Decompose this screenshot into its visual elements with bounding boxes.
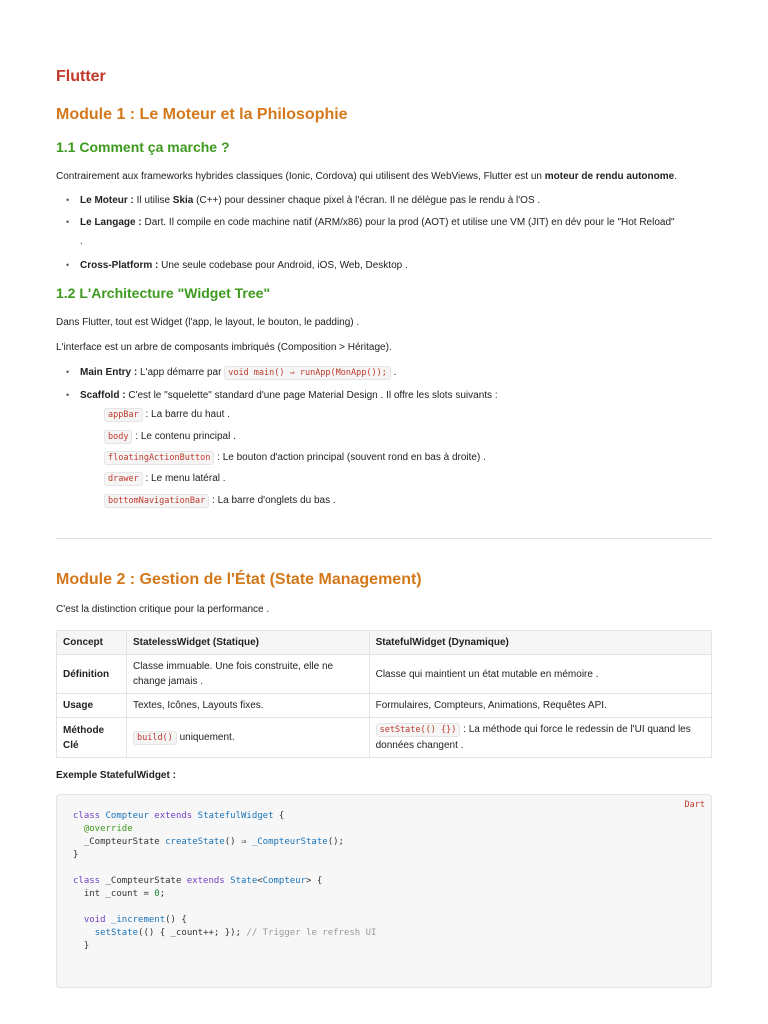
section-1-2-para1: Dans Flutter, tout est Widget (l'app, le layout, le bouton, le padding) . bbox=[56, 317, 360, 328]
bullet-langage-continuation: . bbox=[80, 236, 83, 247]
table-cell: Textes, Icônes, Layouts fixes. bbox=[126, 694, 369, 718]
bullet-langage: • Le Langage : Dart. Il compile en code machine natif (ARM/x86) pour la prod (AOT) et utilise une VM (JIT) en dév pour le "Hot Reload" bbox=[56, 215, 720, 230]
section-divider bbox=[56, 538, 712, 539]
state-comparison-table bbox=[56, 630, 712, 758]
module2-intro: C'est la distinction critique pour la performance . bbox=[56, 604, 270, 615]
slot-body: body : Le contenu principal . bbox=[104, 429, 236, 445]
table-header: Concept bbox=[57, 631, 127, 655]
code-content: class Compteur extends StatefulWidget { @override _CompteurState createState() ⇒ _CompteurState(); } class _CompteurState extends State<Compteur> { int _count = 0; void _increment() { setState(() { _count++; }); // Trigger le refresh UI } bbox=[73, 811, 377, 951]
section-1-2-heading: 1.2 L'Architecture "Widget Tree" bbox=[56, 285, 271, 301]
bullet-cross-platform: • Cross-Platform : Une seule codebase pour Android, iOS, Web, Desktop . bbox=[56, 258, 720, 273]
table-row bbox=[57, 694, 712, 718]
table-cell: Classe qui maintient un état mutable en mémoire . bbox=[369, 655, 711, 694]
table-header: StatefulWidget (Dynamique) bbox=[369, 631, 711, 655]
section-1-1-intro: Contrairement aux frameworks hybrides classiques (Ionic, Cordova) qui utilisent des WebViews, Flutter est un moteur de rendu autonome. bbox=[56, 171, 677, 182]
section-1-1-heading: 1.1 Comment ça marche ? bbox=[56, 139, 230, 155]
example-label: Exemple StatefulWidget : bbox=[56, 770, 176, 781]
table-cell: build() uniquement. bbox=[126, 718, 369, 758]
table-cell: setState(() {}) : La méthode qui force le redessin de l'UI quand les données changent . bbox=[369, 718, 711, 758]
table-header: StatelessWidget (Statique) bbox=[126, 631, 369, 655]
bullet-scaffold: • Scaffold : C'est le "squelette" standard d'une page Material Design . Il offre les slots suivants : bbox=[56, 388, 720, 403]
doc-title: Flutter bbox=[56, 68, 106, 85]
main-code: void main() ⇒ runApp(MonApp()); bbox=[224, 366, 391, 380]
module1-heading: Module 1 : Le Moteur et la Philosophie bbox=[56, 106, 348, 123]
slot-bottom-nav: bottomNavigationBar : La barre d'onglets du bas . bbox=[104, 493, 336, 509]
code-language-label: Dart bbox=[684, 800, 705, 810]
slot-fab: floatingActionButton : Le bouton d'action principal (souvent rond en bas à droite) . bbox=[104, 450, 486, 466]
bullet-moteur: • Le Moteur : Il utilise Skia (C++) pour dessiner chaque pixel à l'écran. Il ne délègue pas le rendu à l'OS . bbox=[56, 193, 720, 208]
table-row bbox=[57, 718, 712, 758]
bullet-main-entry: • Main Entry : L'app démarre par void main() ⇒ runApp(MonApp()); . bbox=[56, 365, 720, 381]
table-cell: Définition bbox=[57, 655, 127, 694]
section-1-2-para2: L'interface est un arbre de composants imbriqués (Composition > Héritage). bbox=[56, 342, 392, 353]
slot-appbar: appBar : La barre du haut . bbox=[104, 407, 230, 423]
table-row bbox=[57, 655, 712, 694]
code-block bbox=[56, 794, 712, 988]
slot-drawer: drawer : Le menu latéral . bbox=[104, 471, 226, 487]
module2-heading: Module 2 : Gestion de l'État (State Management) bbox=[56, 571, 422, 588]
table-cell: Classe immuable. Une fois construite, elle ne change jamais . bbox=[126, 655, 369, 694]
table-header-row bbox=[57, 631, 712, 655]
table-cell: Formulaires, Compteurs, Animations, Requêtes API. bbox=[369, 694, 711, 718]
table-cell: Méthode Clé bbox=[57, 718, 127, 758]
table-cell: Usage bbox=[57, 694, 127, 718]
